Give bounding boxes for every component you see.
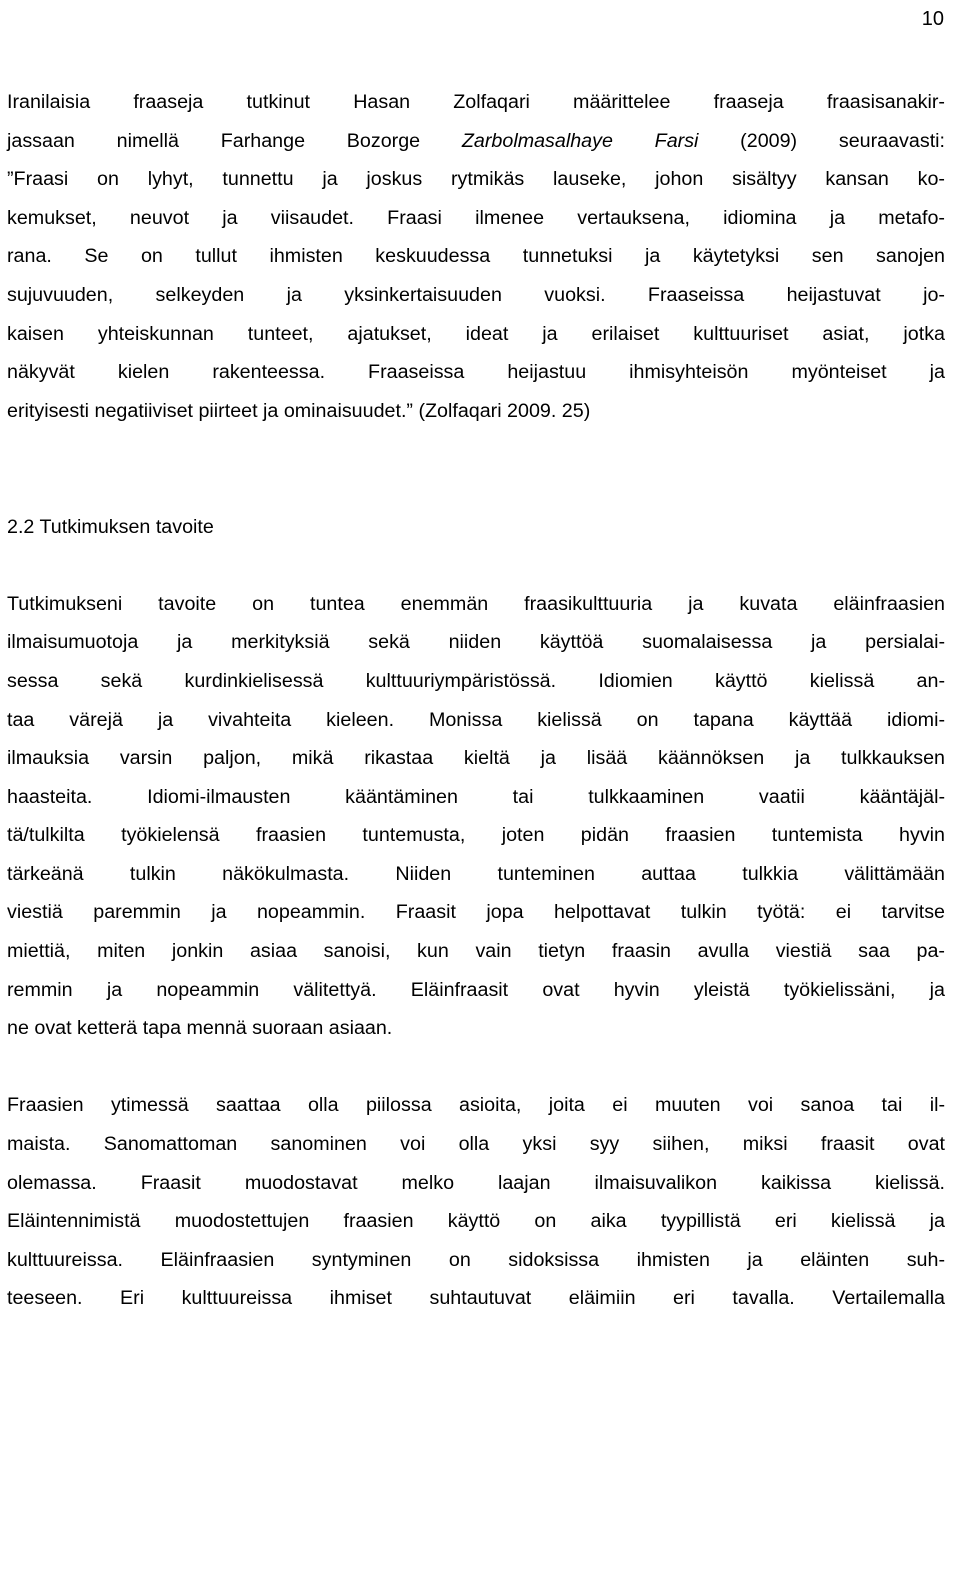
text-line: rana. Se on tullut ihmisten keskuudessa tunnetuksi ja käytetyksi sen sanojen	[7, 245, 945, 268]
page-body	[7, 83, 945, 1318]
text-line: remmin ja nopeammin välitettyä. Eläinfraasit ovat hyvin yleistä työkielissäni, ja	[7, 978, 945, 1001]
text-line: kaisen yhteiskunnan tunteet, ajatukset, ideat ja erilaiset kulttuuriset asiat, jotka	[7, 322, 945, 345]
text-line: sessa sekä kurdinkielisessä kulttuuriympäristössä. Idiomien käyttö kielissä an-	[7, 669, 945, 692]
paragraph-definition	[7, 83, 945, 430]
text-line: ilmauksia varsin paljon, mikä rikastaa kieltä ja lisää käännöksen ja tulkkauksen	[7, 747, 945, 770]
text-line: Fraasien ytimessä saattaa olla piilossa asioita, joita ei muuten voi sanoa tai il-	[7, 1094, 945, 1117]
text-line: teeseen. Eri kulttuureissa ihmiset suhtautuvat eläimiin eri tavalla. Vertailemalla	[7, 1287, 945, 1310]
page-number: 10	[921, 8, 944, 30]
text-line: sujuvuuden, selkeyden ja yksinkertaisuuden vuoksi. Fraaseissa heijastuvat jo-	[7, 283, 945, 306]
text-line: olemassa. Fraasit muodostavat melko laajan ilmaisuvalikon kaikissa kielissä.	[7, 1171, 945, 1194]
text-line: ilmaisumuotoja ja merkityksiä sekä niiden käyttöä suomalaisessa ja persialai-	[7, 631, 945, 654]
text-line: taa värejä ja vivahteita kieleen. Monissa kielissä on tapana käyttää idiomi-	[7, 708, 945, 731]
spacer	[7, 430, 945, 507]
paragraph-research-goal	[7, 585, 945, 1048]
text-line: kemukset, neuvot ja viisaudet. Fraasi ilmenee vertauksena, idiomina ja metafo-	[7, 206, 945, 229]
spacer	[7, 1048, 945, 1087]
paragraph-phrase-core	[7, 1086, 945, 1318]
text-line: Tutkimukseni tavoite on tuntea enemmän fraasikulttuuria ja kuvata eläinfraasien	[7, 592, 945, 615]
text-line	[7, 122, 945, 161]
text-line: ”Fraasi on lyhyt, tunnettu ja joskus rytmikäs lauseke, johon sisältyy kansan ko-	[7, 168, 945, 191]
text-line: erityisesti negatiiviset piirteet ja ominaisuudet.” (Zolfaqari 2009. 25)	[7, 399, 591, 422]
text-line: tärkeänä tulkin näkökulmasta. Niiden tunteminen auttaa tulkkia välittämään	[7, 862, 945, 885]
text-segment: (2009) seuraavasti:	[698, 129, 946, 152]
text-line: ne ovat ketterä tapa mennä suoraan asiaan.	[7, 1017, 393, 1040]
text-line: kulttuureissa. Eläinfraasien syntyminen on sidoksissa ihmisten ja eläinten suh-	[7, 1248, 945, 1271]
text-line: Iranilaisia fraaseja tutkinut Hasan Zolfaqari määrittelee fraaseja fraasisanakir-	[7, 91, 945, 113]
text-line: viestiä paremmin ja nopeammin. Fraasit jopa helpottavat tulkin työtä: ei tarvitse	[7, 901, 945, 924]
text-line: haasteita. Idiomi-ilmausten kääntäminen tai tulkkaaminen vaatii kääntäjäl-	[7, 785, 945, 808]
text-line: tä/tulkilta työkielensä fraasien tuntemusta, joten pidän fraasien tuntemista hyvin	[7, 824, 945, 847]
text-line: näkyvät kielen rakenteessa. Fraaseissa heijastuu ihmisyhteisön myönteiset ja	[7, 361, 945, 384]
text-line: maista. Sanomattoman sanominen voi olla yksi syy siihen, miksi fraasit ovat	[7, 1133, 945, 1156]
spacer	[7, 546, 945, 585]
text-line: miettiä, miten jonkin asiaa sanoisi, kun vain tietyn fraasin avulla viestiä saa pa-	[7, 940, 945, 963]
section-heading: 2.2 Tutkimuksen tavoite	[7, 515, 214, 538]
italic-title: Zarbolmasalhaye Farsi	[461, 129, 699, 152]
text-segment: jassaan nimellä Farhange Bozorge	[7, 129, 462, 152]
text-line: Eläintennimistä muodostettujen fraasien käyttö on aika tyypillistä eri kielissä ja	[7, 1210, 945, 1233]
